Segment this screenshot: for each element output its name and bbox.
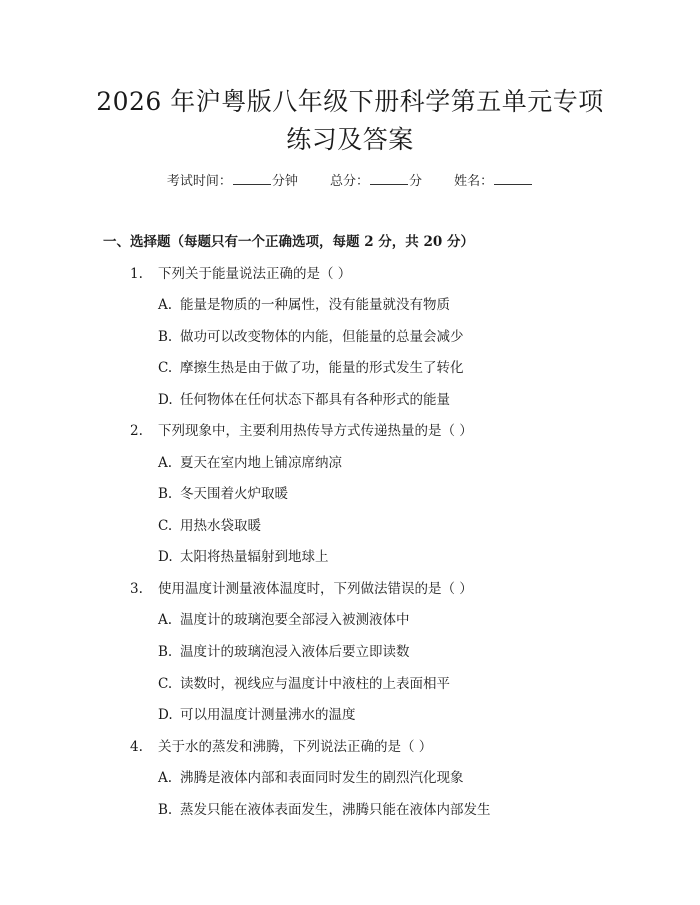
option-text: 夏天在室内地上铺凉席纳凉 bbox=[180, 455, 342, 471]
exam-meta bbox=[0, 170, 700, 189]
total-score bbox=[330, 174, 422, 189]
question-text: 下列现象中，主要利用热传导方式传递热量的是（ ） bbox=[158, 423, 473, 439]
option-text: 可以用温度计测量沸水的温度 bbox=[180, 707, 356, 723]
student-name-blank bbox=[494, 172, 532, 185]
question-text: 关于水的蒸发和沸腾，下列说法正确的是（ ） bbox=[158, 739, 433, 755]
option-text: 能量是物质的一种属性，没有能量就没有物质 bbox=[180, 297, 450, 313]
question-2-option-d bbox=[158, 545, 329, 565]
option-text: 任何物体在任何状态下都具有各种形式的能量 bbox=[180, 392, 450, 408]
option-letter: C. bbox=[158, 360, 173, 376]
option-letter: B. bbox=[158, 329, 173, 345]
total-score-blank bbox=[370, 172, 408, 185]
option-text: 读数时，视线应与温度计中液柱的上表面相平 bbox=[180, 676, 450, 692]
question-3-option-b bbox=[158, 640, 410, 660]
exam-time-blank bbox=[233, 172, 271, 185]
option-letter: C. bbox=[158, 518, 173, 534]
question-1-option-a bbox=[158, 293, 450, 313]
question-1-option-b bbox=[158, 325, 464, 345]
total-score-unit: 分 bbox=[409, 174, 423, 189]
option-text: 蒸发只能在液体表面发生，沸腾只能在液体内部发生 bbox=[180, 802, 491, 818]
question-text: 下列关于能量说法正确的是（ ） bbox=[158, 266, 352, 282]
option-letter: A. bbox=[158, 770, 173, 786]
question-1-option-c bbox=[158, 356, 464, 376]
option-letter: D. bbox=[158, 392, 173, 408]
question-3-option-a bbox=[158, 608, 410, 628]
question-number: 2. bbox=[130, 423, 143, 439]
question-text: 使用温度计测量液体温度时，下列做法错误的是（ ） bbox=[158, 581, 473, 597]
student-name-label: 姓名： bbox=[454, 174, 494, 189]
question-number: 3. bbox=[130, 581, 143, 597]
option-letter: B. bbox=[158, 802, 173, 818]
option-letter: B. bbox=[158, 644, 173, 660]
option-letter: B. bbox=[158, 486, 173, 502]
option-letter: D. bbox=[158, 549, 173, 565]
question-3-option-c bbox=[158, 672, 450, 692]
question-2-option-b bbox=[158, 482, 288, 502]
option-text: 温度计的玻璃泡要全部浸入被测液体中 bbox=[180, 612, 410, 628]
question-number: 4. bbox=[130, 739, 143, 755]
question-1 bbox=[130, 262, 351, 282]
document-title-line1: 2026 年沪粤版八年级下册科学第五单元专项 bbox=[96, 87, 604, 116]
student-name bbox=[454, 174, 533, 189]
question-4-option-b bbox=[158, 798, 491, 818]
option-text: 沸腾是液体内部和表面同时发生的剧烈汽化现象 bbox=[180, 770, 464, 786]
option-letter: A. bbox=[158, 612, 173, 628]
option-text: 太阳将热量辐射到地球上 bbox=[180, 549, 329, 565]
question-1-option-d bbox=[158, 388, 450, 408]
question-3-option-d bbox=[158, 703, 356, 723]
question-2-option-c bbox=[158, 514, 261, 534]
question-2-option-a bbox=[158, 451, 342, 471]
option-text: 冬天围着火炉取暖 bbox=[180, 486, 288, 502]
option-text: 摩擦生热是由于做了功，能量的形式发生了转化 bbox=[180, 360, 464, 376]
section-heading: 一、选择题（每题只有一个正确选项，每题 2 分，共 20 分） bbox=[103, 234, 474, 250]
option-letter: C. bbox=[158, 676, 173, 692]
exam-time bbox=[167, 174, 298, 189]
option-text: 做功可以改变物体的内能，但能量的总量会减少 bbox=[180, 329, 464, 345]
question-number: 1. bbox=[130, 266, 143, 282]
exam-time-label: 考试时间： bbox=[166, 174, 232, 189]
option-letter: A. bbox=[158, 297, 173, 313]
option-letter: D. bbox=[158, 707, 173, 723]
document-title-line2: 练习及答案 bbox=[286, 125, 414, 154]
question-4-option-a bbox=[158, 766, 464, 786]
option-text: 温度计的玻璃泡浸入液体后要立即读数 bbox=[180, 644, 410, 660]
option-text: 用热水袋取暖 bbox=[180, 518, 261, 534]
exam-time-unit: 分钟 bbox=[271, 174, 298, 189]
question-3 bbox=[130, 577, 473, 597]
question-4 bbox=[130, 735, 432, 755]
question-2 bbox=[130, 419, 473, 439]
total-score-label: 总分： bbox=[329, 174, 369, 189]
option-letter: A. bbox=[158, 455, 173, 471]
